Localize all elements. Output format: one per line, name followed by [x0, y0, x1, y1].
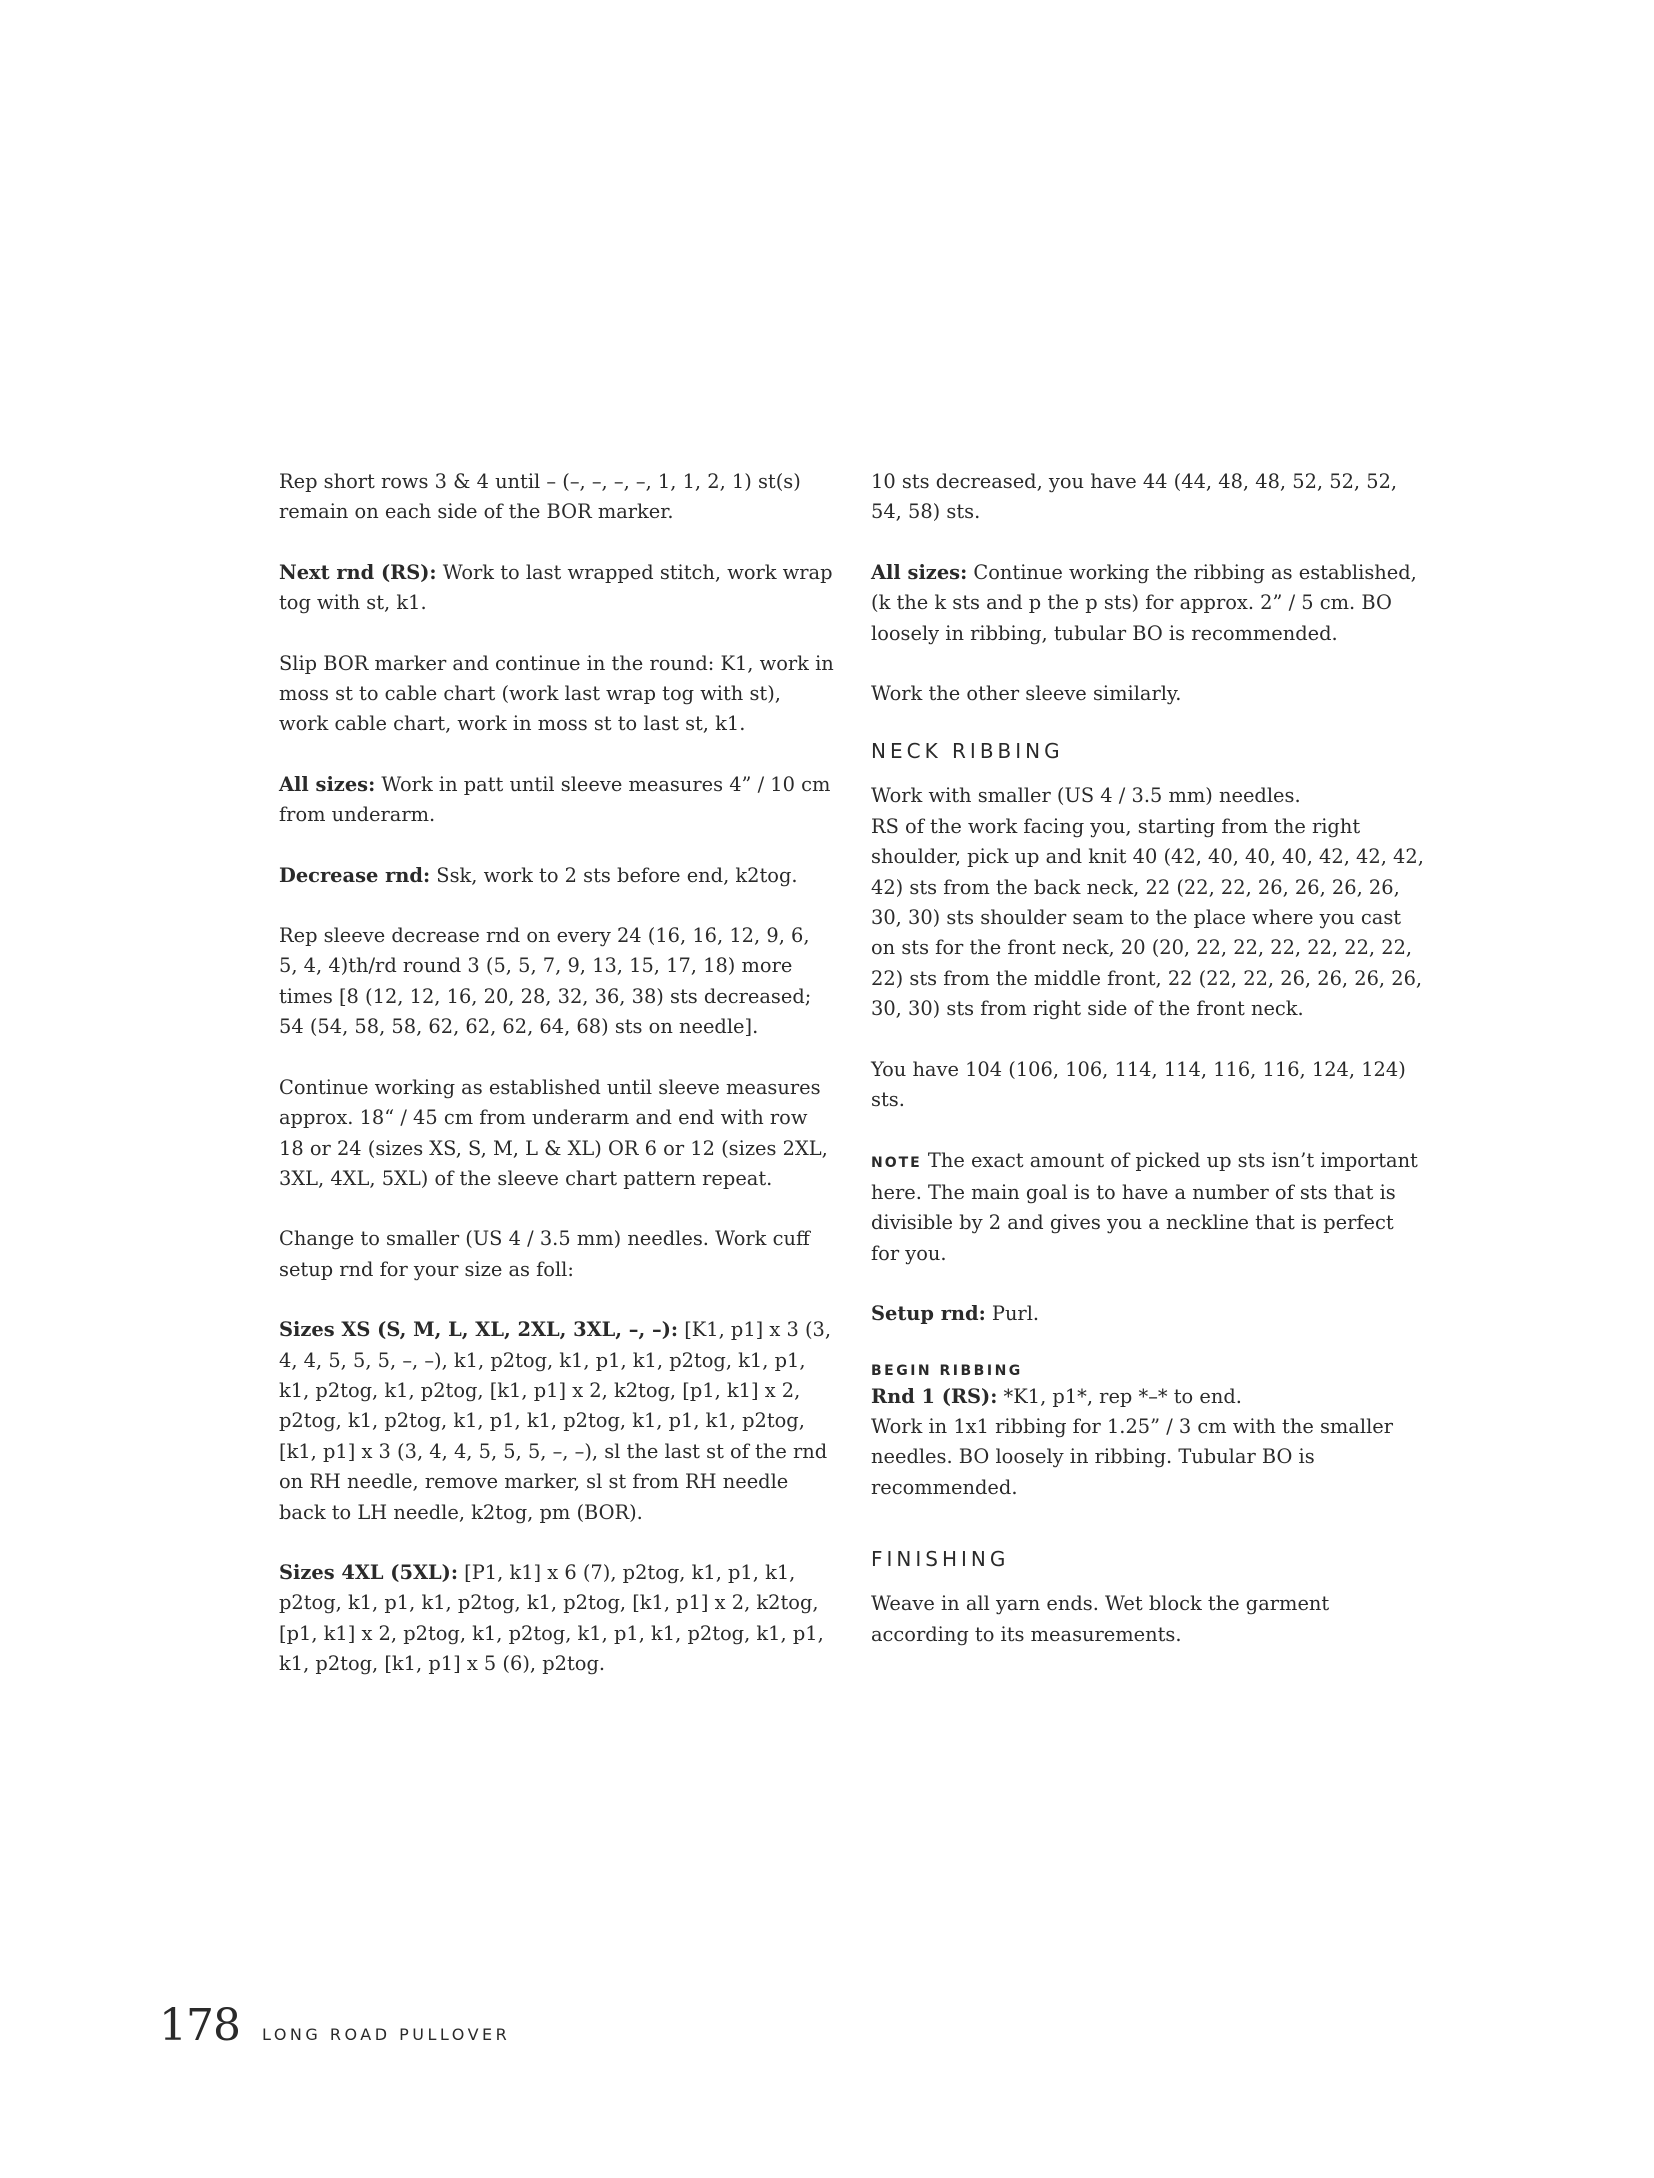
setup-paragraph: Setup rnd: Purl.: [871, 1302, 1040, 1326]
paragraph: Work with smaller (US 4 / 3.5 mm) needles. RS of the work facing you, starting from the right shoulder, pick up and knit 40 (42, 40, 40, 40, 42, 42, 42, 42) sts from the back neck, 22 (22, 22, 26, 26, 26, 26, 30, 30) sts shoulder seam to the place where you cast on sts for the front neck, 20 (20, 22, 22, 22, 22, 22, 22, 22) sts from the middle front, 22 (22, 22, 26, 26, 26, 26, 30, 30) sts from right side of the front neck.: [871, 784, 1424, 1021]
paragraph: Slip BOR marker and continue in the round: K1, work in moss st to cable chart (work last wrap tog with st), work cable chart, work in moss st to last st, k1.: [279, 651, 834, 736]
note-label: NOTE: [871, 1154, 922, 1171]
paragraph: Sizes XS (S, M, L, XL, 2XL, 3XL, –, –): [K1, p1] x 3 (3, 4, 4, 5, 5, 5, –, –), k1, p2tog, k1, p1, k1, p2tog, k1, p1, k1, p2tog, k1, p2tog, [k1, p1] x 2, k2tog, [p1, k1] x 2, p2tog, k1, p2tog, k1, p1, k1, p2tog, k1, p1, k1, p2tog, [k1, p1] x 3 (3, 4, 4, 5, 5, 5, –, –), sl the last st of the rnd on RH needle, remove marker, sl st from RH needle back to LH needle, k2tog, pm (BOR).: [279, 1318, 832, 1524]
paragraph: You have 104 (106, 106, 114, 114, 116, 116, 124, 124) sts.: [871, 1057, 1406, 1112]
paragraph: Rep short rows 3 & 4 until – (–, –, –, –, 1, 1, 2, 1) st(s) remain on each side of the BOR marker.: [279, 470, 801, 524]
paragraph: Decrease rnd: Ssk, work to 2 sts before end, k2tog.: [279, 863, 798, 887]
note-paragraph: NOTE The exact amount of picked up sts isn’t important here. The main goal is to have a number of sts that is divisible by 2 and gives you a neckline that is perfect for you.: [871, 1148, 1418, 1265]
paragraph: 10 sts decreased, you have 44 (44, 48, 48, 52, 52, 52, 54, 58) sts.: [871, 470, 1398, 524]
paragraph: Weave in all yarn ends. Wet block the garment according to its measurements.: [871, 1592, 1330, 1646]
ribbing-paragraph: BEGIN RIBBING Rnd 1 (RS): *K1, p1*, rep *–* to end. Work in 1x1 ribbing for 1.25” / 3 cm with the smaller needles. BO loosely in ribbing. Tubular BO is recommended.: [871, 1360, 1426, 1504]
paragraph: All sizes: Work in patt until sleeve measures 4” / 10 cm from underarm.: [279, 772, 831, 827]
right-column: [871, 467, 1426, 1680]
paragraph: Sizes 4XL (5XL): [P1, k1] x 6 (7), p2tog, k1, p1, k1, p2tog, k1, p1, k1, p2tog, k1, p2tog, [k1, p1] x 2, k2tog, [p1, k1] x 2, p2tog, k1, p2tog, k1, p1, k1, p2tog, k1, p1, k1, p2tog, [k1, p1] x 5 (6), p2tog.: [279, 1560, 824, 1676]
paragraph: Continue working as established until sleeve measures approx. 18“ / 45 cm from underarm and end with row 18 or 24 (sizes XS, S, M, L & XL) OR 6 or 12 (sizes 2XL, 3XL, 4XL, 5XL) of the sleeve chart pattern repeat.: [279, 1075, 828, 1190]
section-heading-finishing: FINISHING: [871, 1547, 1010, 1572]
left-column: [279, 467, 834, 1710]
subheading-begin-ribbing: BEGIN RIBBING: [871, 1362, 1023, 1379]
section-heading-neck-ribbing: NECK RIBBING: [871, 739, 1064, 764]
paragraph: Change to smaller (US 4 / 3.5 mm) needles. Work cuff setup rnd for your size as foll:: [279, 1227, 810, 1281]
running-title: LONG ROAD PULLOVER: [261, 2025, 511, 2044]
page-footer: [159, 2000, 510, 2060]
paragraph: Rep sleeve decrease rnd on every 24 (16, 16, 12, 9, 6, 5, 4, 4)th/rd round 3 (5, 5, 7, 9, 13, 15, 17, 18) more times [8 (12, 12, 16, 20, 28, 32, 36, 38) sts decreased; 54 (54, 58, 58, 62, 62, 62, 64, 68) sts on needle].: [279, 924, 812, 1039]
paragraph: All sizes: Continue working the ribbing as established, (k the k sts and p the p sts) for approx. 2” / 5 cm. BO loosely in ribbing, tubular BO is recommended.: [871, 560, 1417, 645]
paragraph: Work the other sleeve similarly.: [871, 682, 1182, 706]
page-number: 178: [159, 2000, 240, 2051]
paragraph: Next rnd (RS): Work to last wrapped stitch, work wrap tog with st, k1.: [279, 560, 833, 615]
